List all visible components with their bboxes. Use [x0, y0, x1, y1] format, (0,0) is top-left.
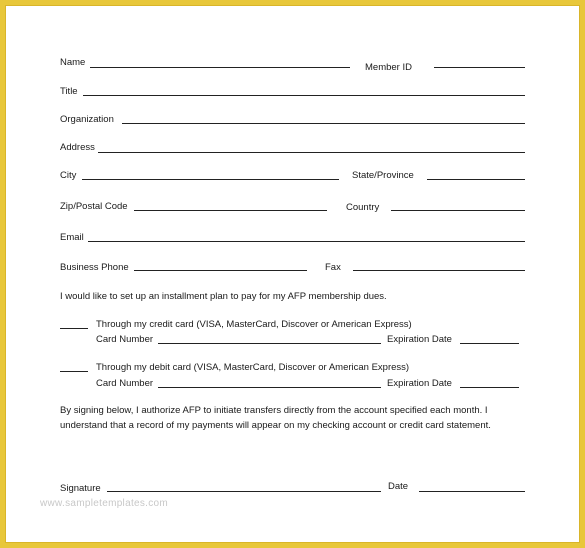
state-field[interactable]: [427, 179, 525, 180]
debit-card-number-label: Card Number: [96, 378, 154, 389]
city-label: City: [60, 170, 77, 181]
title-label: Title: [60, 86, 78, 97]
credit-card-option-label: Through my credit card (VISA, MasterCard, Discover or American Express): [96, 319, 412, 330]
city-field[interactable]: [82, 179, 339, 180]
credit-expiration-field[interactable]: [460, 343, 519, 344]
zip-label: Zip/Postal Code: [60, 201, 128, 212]
signature-field[interactable]: [107, 491, 381, 492]
zip-field[interactable]: [134, 210, 327, 211]
address-label: Address: [60, 142, 95, 153]
watermark: www.sampletemplates.com: [40, 498, 169, 509]
business-phone-label: Business Phone: [60, 262, 129, 273]
debit-card-checkbox-line[interactable]: [60, 371, 88, 372]
business-phone-field[interactable]: [134, 270, 307, 271]
date-field[interactable]: [419, 491, 525, 492]
state-label: State/Province: [352, 170, 414, 181]
credit-card-number-field[interactable]: [158, 343, 381, 344]
organization-label: Organization: [60, 114, 114, 125]
signature-label: Signature: [60, 483, 101, 494]
credit-card-checkbox-line[interactable]: [60, 328, 88, 329]
debit-expiration-field[interactable]: [460, 387, 519, 388]
member-id-field[interactable]: [434, 67, 525, 68]
member-id-label: Member ID: [365, 62, 412, 73]
email-field[interactable]: [88, 241, 525, 242]
country-label: Country: [346, 202, 380, 213]
intro-text: I would like to set up an installment plan to pay for my AFP membership dues.: [60, 291, 387, 302]
date-label: Date: [388, 481, 409, 492]
country-field[interactable]: [391, 210, 525, 211]
credit-expiration-label: Expiration Date: [387, 334, 452, 345]
credit-card-number-label: Card Number: [96, 334, 154, 345]
debit-expiration-label: Expiration Date: [387, 378, 452, 389]
email-label: Email: [60, 232, 84, 243]
debit-card-number-field[interactable]: [158, 387, 381, 388]
address-field[interactable]: [98, 152, 525, 153]
debit-card-option-label: Through my debit card (VISA, MasterCard, Discover or American Express): [96, 362, 410, 373]
title-field[interactable]: [83, 95, 525, 96]
organization-field[interactable]: [122, 123, 525, 124]
name-label: Name: [60, 57, 86, 68]
form-page: [5, 5, 580, 543]
name-field[interactable]: [90, 67, 350, 68]
fax-label: Fax: [325, 262, 341, 273]
fax-field[interactable]: [353, 270, 525, 271]
authorization-text: By signing below, I authorize AFP to initiate transfers directly from the account specified each month. I understand that a record of my payments will appear on my checking account or credit card statement.: [60, 405, 491, 431]
